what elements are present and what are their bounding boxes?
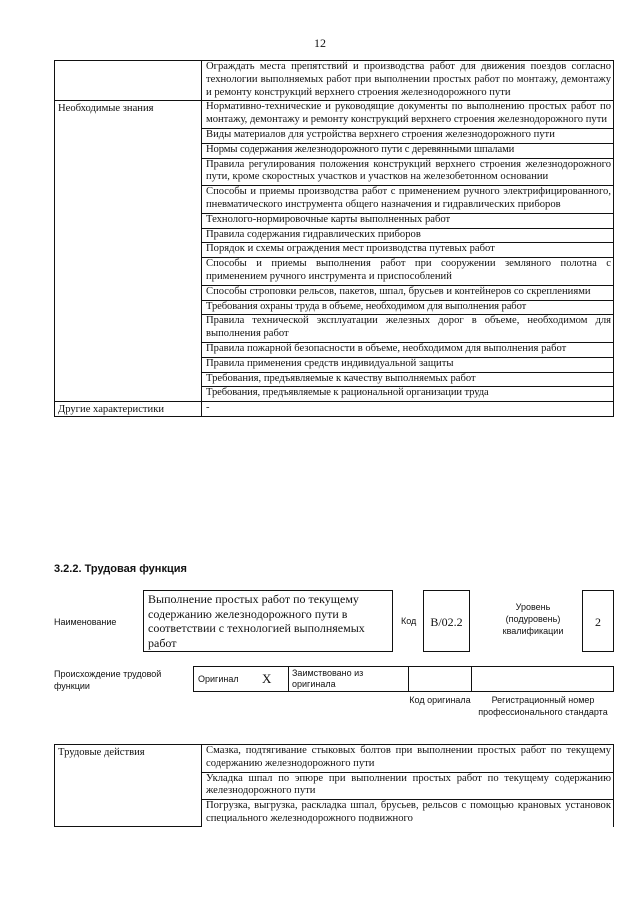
- table-row: [55, 745, 614, 773]
- level-value-box: 2: [582, 590, 614, 652]
- table-cell: Способы и приемы производства работ с применением ручного электрифицированного, пневматического инструмента общего назначения и гидравлических приборов: [202, 186, 614, 214]
- row-label: [55, 61, 202, 101]
- code-value-box: В/02.2: [423, 590, 470, 652]
- table-row: [55, 402, 614, 417]
- table-cell: Укладка шпал по эпюре при выполнении простых работ по текущему содержанию железнодорожного пути: [202, 772, 614, 800]
- table-cell: Требования, предъявляемые к качеству выполняемых работ: [202, 372, 614, 387]
- reg-number-cell: [471, 666, 614, 692]
- table-cell: Смазка, подтягивание стыковых болтов при выполнении простых работ по текущему содержанию железнодорожного пути: [202, 745, 614, 773]
- table-cell: Требования, предъявляемые к рациональной организации труда: [202, 387, 614, 402]
- table-cell: Технолого-нормировочные карты выполненных работ: [202, 213, 614, 228]
- name-label: Наименование: [54, 617, 117, 627]
- code-label: Код: [401, 616, 417, 626]
- table-cell: Порядок и схемы ограждения мест производства путевых работ: [202, 243, 614, 258]
- table-cell: Виды материалов для устройства верхнего строения железнодорожного пути: [202, 128, 614, 143]
- code-origin-cell: [408, 666, 472, 692]
- labor-actions-table: [54, 744, 614, 827]
- table-cell: Правила содержания гидравлических приборов: [202, 228, 614, 243]
- table-cell: Правила применения средств индивидуальной защиты: [202, 357, 614, 372]
- table-row: [55, 101, 614, 129]
- table-row: [55, 61, 614, 101]
- original-cell: [193, 666, 289, 692]
- table-cell: -: [202, 402, 614, 417]
- table-cell: Нормативно-технические и руководящие документы по выполнению простых работ по монтажу, демонтажу и ремонту конструкций верхнего строения железнодорожного пути: [202, 101, 614, 129]
- row-label: Необходимые знания: [55, 101, 202, 402]
- level-label: Уровень (подуровень) квалификации: [502, 602, 564, 636]
- table-cell: Правила технической эксплуатации железных дорог в объеме, необходимом для выполнения работ: [202, 315, 614, 343]
- section-heading: 3.2.2. Трудовая функция: [54, 563, 187, 575]
- table-cell: Способы и приемы выполнения работ при сооружении земляного полотна с применением ручного инструмента и приспособлений: [202, 258, 614, 286]
- table-cell: Способы строповки рельсов, пакетов, шпал, брусьев и контейнеров со скреплениями: [202, 285, 614, 300]
- table-cell: Ограждать места препятствий и производства работ для движения поездов согласно технологии выполняемых работ при выполнении простых работ по монтажу, демонтажу и ремонту конструкций верхнего строения железнодорожного пути: [202, 61, 614, 101]
- page-number: 12: [314, 36, 326, 50]
- borrowed-label: Заимствовано из оригинала: [292, 668, 364, 689]
- code-origin-caption: Код оригинала: [409, 695, 471, 705]
- row-label: Другие характеристики: [55, 402, 202, 417]
- table-cell: Правила пожарной безопасности в объеме, необходимом для выполнения работ: [202, 342, 614, 357]
- function-name-box: Выполнение простых работ по текущему содержанию железнодорожного пути в соответствии с технологией выполняемых работ: [143, 590, 393, 652]
- original-mark: Х: [262, 671, 272, 686]
- reg-number-caption: Регистрационный номер профессионального стандарта: [478, 695, 608, 717]
- table-cell: Правила регулирования положения конструкций верхнего строения железнодорожного пути, кроме скоростных участков и участков на железобетонном основании: [202, 158, 614, 186]
- original-label: Оригинал: [198, 674, 239, 684]
- table-cell: Погрузка, выгрузка, раскладка шпал, брусьев, рельсов с помощью крановых установок специального железнодорожного подвижного: [202, 800, 614, 827]
- origin-label: Происхождение трудовой функции: [54, 669, 162, 691]
- borrowed-cell: [288, 666, 409, 692]
- table-cell: Требования охраны труда в объеме, необходимом для выполнения работ: [202, 300, 614, 315]
- table-cell: Нормы содержания железнодорожного пути с деревянными шпалами: [202, 143, 614, 158]
- row-label: Трудовые действия: [55, 745, 202, 827]
- knowledge-table: [54, 60, 614, 417]
